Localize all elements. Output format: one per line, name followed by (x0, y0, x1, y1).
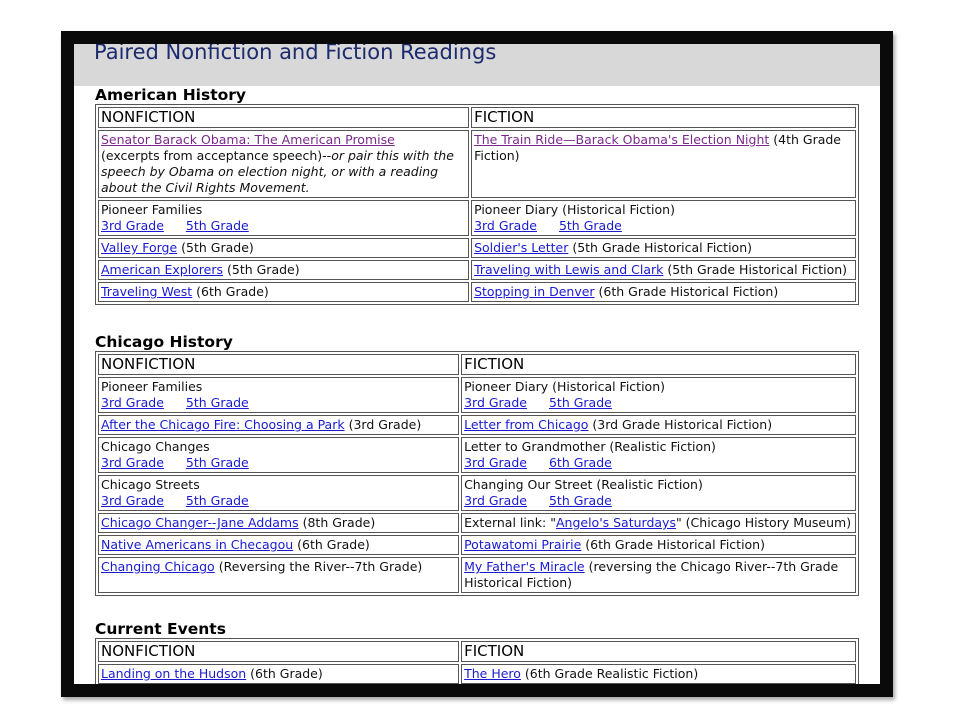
reading-grade: (5th Grade) (223, 262, 300, 277)
reading-link[interactable]: Senator Barack Obama: The American Promise (101, 132, 395, 147)
reading-link[interactable]: My Father's Miracle (464, 559, 585, 574)
section-current-events (95, 620, 859, 684)
fiction-cell (471, 238, 856, 258)
grade-link[interactable]: 3rd Grade (464, 493, 527, 508)
reading-grade: (6th Grade Realistic Fiction) (520, 666, 699, 681)
reading-link[interactable]: Stopping in Denver (474, 284, 595, 299)
table-row (98, 238, 856, 258)
grade-link[interactable]: 5th Grade (185, 455, 249, 470)
grade-link[interactable]: 3rd Grade (101, 493, 164, 508)
section-chicago-history (95, 333, 859, 596)
reading-grade: (reversing the Chicago River--7th Grade Historical Fiction) (464, 559, 839, 590)
reading-grade: (6th Grade Historical Fiction) (594, 284, 779, 299)
grade-link[interactable]: 5th Grade (548, 493, 612, 508)
grade-link[interactable]: 3rd Grade (464, 455, 527, 470)
readings-table (95, 104, 859, 305)
reading-title: Pioneer Families (101, 202, 203, 217)
table-row (98, 260, 856, 280)
grade-link[interactable]: 5th Grade (548, 395, 612, 410)
fiction-cell (471, 130, 856, 198)
nonfiction-cell (98, 130, 469, 198)
reading-grade: (3rd Grade Historical Fiction) (588, 417, 773, 432)
reading-title: Chicago Streets (101, 477, 200, 492)
fiction-header: FICTION (471, 107, 856, 128)
reading-link[interactable]: Traveling with Lewis and Clark (474, 262, 664, 277)
grade-link[interactable]: 3rd Grade (101, 218, 164, 233)
fiction-cell (461, 415, 856, 435)
reading-title: Letter to Grandmother (Realistic Fiction) (464, 439, 716, 454)
table-row (98, 475, 856, 511)
section-heading: American History (95, 86, 247, 104)
nonfiction-cell (98, 238, 469, 258)
grade-link[interactable]: 3rd Grade (474, 218, 537, 233)
reading-link[interactable]: The Hero (464, 666, 521, 681)
reading-grade: (6th Grade) (246, 666, 323, 681)
grade-link[interactable]: 5th Grade (558, 218, 622, 233)
nonfiction-header: NONFICTION (98, 107, 469, 128)
grade-link[interactable]: 3rd Grade (464, 395, 527, 410)
nonfiction-header: NONFICTION (98, 641, 459, 662)
table-row (98, 557, 856, 593)
reading-title: Pioneer Diary (Historical Fiction) (474, 202, 675, 217)
external-link-label: External link: " (464, 515, 556, 530)
reading-title: Pioneer Diary (Historical Fiction) (464, 379, 665, 394)
reading-link[interactable]: Chicago Changer--Jane Addams (101, 515, 299, 530)
table-row (98, 377, 856, 413)
reading-link[interactable]: Landing on the Hudson (101, 666, 247, 681)
fiction-cell (461, 513, 856, 533)
fiction-cell (471, 200, 856, 236)
nonfiction-cell (98, 664, 459, 684)
fiction-header: FICTION (461, 641, 856, 662)
table-row (98, 415, 856, 435)
nonfiction-cell (98, 535, 459, 555)
grade-link[interactable]: 3rd Grade (101, 455, 164, 470)
table-row (98, 437, 856, 473)
reading-link[interactable]: Soldier's Letter (474, 240, 569, 255)
grade-link[interactable]: 5th Grade (185, 218, 249, 233)
reading-link[interactable]: Native Americans in Checagou (101, 537, 294, 552)
nonfiction-cell (98, 475, 459, 511)
table-row (98, 282, 856, 302)
page-screenshot (74, 44, 880, 684)
reading-title: Pioneer Families (101, 379, 203, 394)
table-header-row (98, 641, 856, 662)
section-american-history (95, 86, 859, 305)
fiction-cell (471, 260, 856, 280)
reading-grade: (5th Grade Historical Fiction) (568, 240, 752, 255)
fiction-cell (461, 437, 856, 473)
section-heading: Current Events (95, 620, 226, 638)
fiction-cell (461, 377, 856, 413)
reading-grade: (3rd Grade) (344, 417, 422, 432)
nonfiction-cell (98, 260, 469, 280)
nonfiction-cell (98, 282, 469, 302)
table-header-row (98, 107, 856, 128)
grade-link[interactable]: 5th Grade (185, 493, 249, 508)
reading-link[interactable]: Valley Forge (101, 240, 178, 255)
title-bar (74, 44, 880, 86)
reading-grade: (6th Grade Historical Fiction) (581, 537, 765, 552)
reading-grade: (4th Grade Fiction) (474, 132, 841, 163)
fiction-cell (461, 664, 856, 684)
grade-link[interactable]: 5th Grade (185, 395, 249, 410)
reading-link[interactable]: Traveling West (101, 284, 193, 299)
nonfiction-cell (98, 377, 459, 413)
table-row (98, 513, 856, 533)
reading-grade: (5th Grade Historical Fiction) (663, 262, 848, 277)
readings-table (95, 351, 859, 596)
page-title: Paired Nonfiction and Fiction Readings (94, 44, 497, 64)
reading-link[interactable]: Letter from Chicago (464, 417, 589, 432)
reading-title: Chicago Changes (101, 439, 210, 454)
fiction-header: FICTION (461, 354, 856, 375)
table-header-row (98, 354, 856, 375)
table-row (98, 664, 856, 684)
reading-link[interactable]: American Explorers (101, 262, 224, 277)
nonfiction-header: NONFICTION (98, 354, 459, 375)
fiction-cell (461, 557, 856, 593)
table-row (98, 130, 856, 198)
reading-grade: (6th Grade) (293, 537, 370, 552)
reading-grade: (8th Grade) (298, 515, 376, 530)
table-row (98, 200, 856, 236)
nonfiction-cell (98, 200, 469, 236)
reading-note: (excerpts from acceptance speech)-- (101, 148, 332, 163)
reading-link[interactable]: Potawatomi Prairie (464, 537, 582, 552)
reading-grade: (6th Grade) (192, 284, 269, 299)
reading-grade: (Reversing the River--7th Grade) (214, 559, 423, 574)
reading-grade: (5th Grade) (177, 240, 254, 255)
readings-table (95, 638, 859, 684)
fiction-cell (461, 475, 856, 511)
reading-source: " (Chicago History Museum) (675, 515, 852, 530)
nonfiction-cell (98, 437, 459, 473)
reading-note-italic: or pair this with the speech by Obama on election night, or with a reading about the Civil Rights Movement. (101, 148, 454, 195)
reading-link[interactable]: Changing Chicago (101, 559, 215, 574)
reading-link[interactable]: The Train Ride—Barack Obama's Election Night (474, 132, 770, 147)
reading-title: Changing Our Street (Realistic Fiction) (464, 477, 703, 492)
nonfiction-cell (98, 513, 459, 533)
nonfiction-cell (98, 557, 459, 593)
table-row (98, 535, 856, 555)
section-heading: Chicago History (95, 333, 233, 351)
fiction-cell (461, 535, 856, 555)
nonfiction-cell (98, 415, 459, 435)
reading-link[interactable]: After the Chicago Fire: Choosing a Park (101, 417, 345, 432)
grade-link[interactable]: 3rd Grade (101, 395, 164, 410)
reading-link[interactable]: Angelo's Saturdays (555, 515, 676, 530)
grade-link[interactable]: 6th Grade (548, 455, 612, 470)
fiction-cell (471, 282, 856, 302)
